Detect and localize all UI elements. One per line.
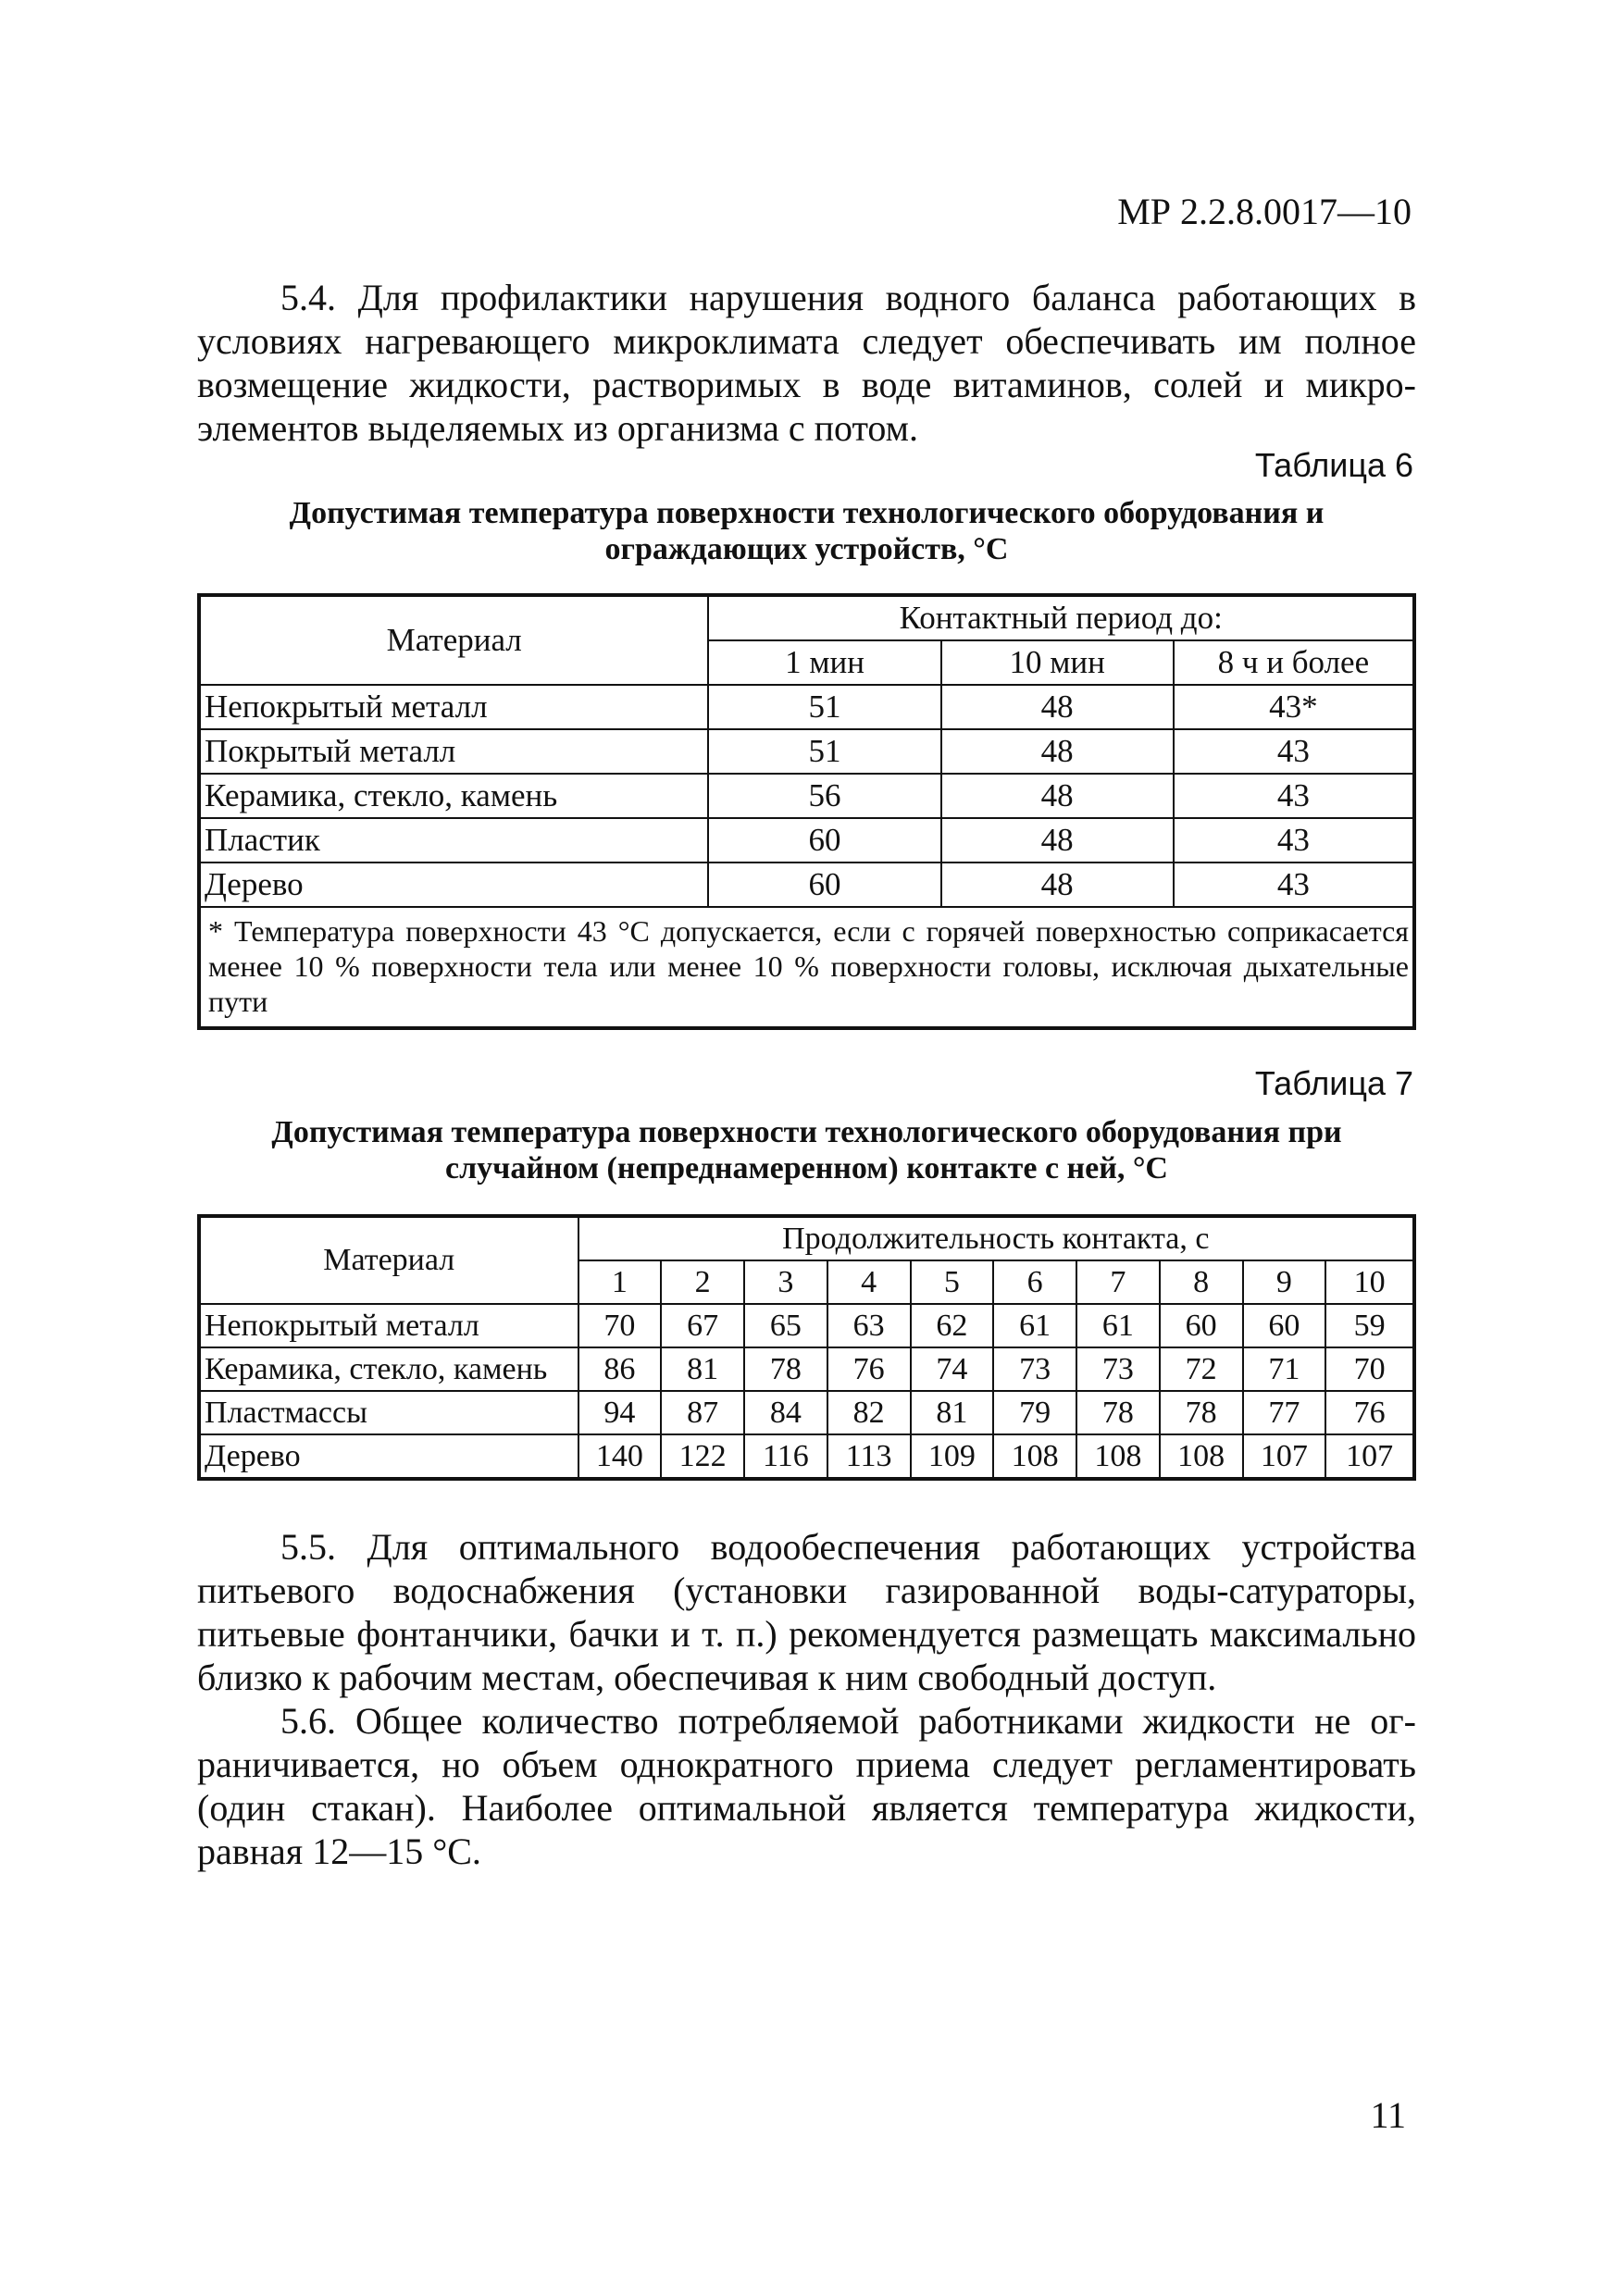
document-code: МР 2.2.8.0017—10 [1117, 191, 1412, 232]
column-header-seconds: 5 [911, 1260, 994, 1304]
value-cell: 87 [661, 1391, 744, 1434]
value-cell: 56 [708, 774, 940, 818]
column-header-seconds: 6 [993, 1260, 1076, 1304]
table-row [199, 1434, 1414, 1479]
value-cell: 48 [941, 774, 1174, 818]
material-cell: Непокрытый металл [199, 1304, 578, 1347]
value-cell: 70 [578, 1304, 662, 1347]
paragraph-5-4-text: 5.4. Для профилактики нарушения водного баланса работающих в условиях нагревающего микроклимата следует обеспечивать им полное возмещение жидкости, растворимых в воде витаминов, солей и микроэлементов выделяемых из организма с потом. [197, 277, 1416, 449]
value-cell: 60 [708, 818, 940, 863]
value-cell: 107 [1325, 1434, 1414, 1479]
value-cell: 116 [744, 1434, 827, 1479]
column-header-seconds: 3 [744, 1260, 827, 1304]
column-header-material: Материал [199, 1216, 578, 1304]
column-group-header: Контактный период до: [708, 595, 1414, 640]
value-cell: 86 [578, 1347, 662, 1391]
value-cell: 78 [1160, 1391, 1243, 1434]
value-cell: 43 [1174, 774, 1414, 818]
paragraph-5-5-text: 5.5. Для оптимального водообеспечения работающих устройства питьевого водоснабжения (установки газированной воды-сатураторы, питьевые фонтанчики, бачки и т. п.) рекомендуется размещать максимально близко к рабочим местам, обеспечивая к ним свободный доступ. [197, 1526, 1416, 1698]
table-header-row [199, 595, 1414, 640]
material-cell: Керамика, стекло, камень [199, 1347, 578, 1391]
value-cell: 67 [661, 1304, 744, 1347]
table-6-title: Допустимая температура поверхности технологического оборудования и ограждающих устройств, °С [289, 496, 1325, 566]
table-row [199, 685, 1414, 729]
material-cell: Керамика, стекло, камень [199, 774, 708, 818]
value-cell: 140 [578, 1434, 662, 1479]
column-header-seconds: 8 [1160, 1260, 1243, 1304]
paragraph-5-4 [197, 276, 1416, 450]
column-header-seconds: 10 [1325, 1260, 1414, 1304]
value-cell: 71 [1243, 1347, 1326, 1391]
column-header-seconds: 7 [1076, 1260, 1160, 1304]
column-header-seconds: 1 [578, 1260, 662, 1304]
value-cell: 84 [744, 1391, 827, 1434]
value-cell: 51 [708, 685, 940, 729]
table-row [199, 1391, 1414, 1434]
value-cell: 77 [1243, 1391, 1326, 1434]
value-cell: 60 [1243, 1304, 1326, 1347]
value-cell: 94 [578, 1391, 662, 1434]
material-cell: Дерево [199, 1434, 578, 1479]
value-cell: 73 [1076, 1347, 1160, 1391]
value-cell: 81 [661, 1347, 744, 1391]
value-cell: 61 [1076, 1304, 1160, 1347]
value-cell: 108 [1160, 1434, 1243, 1479]
value-cell: 48 [941, 729, 1174, 774]
table-row [199, 774, 1414, 818]
value-cell: 60 [708, 863, 940, 907]
value-cell: 108 [993, 1434, 1076, 1479]
table-7-label: Таблица 7 [1254, 1064, 1413, 1102]
value-cell: 113 [827, 1434, 911, 1479]
value-cell: 48 [941, 685, 1174, 729]
table-footnote: * Температура поверхности 43 °С допускается, если с горячей поверхностью соприкасается менее 10 % поверхности тела или менее 10 % поверхности головы, исключая дыхательные пути [199, 907, 1414, 1028]
table-6 [197, 593, 1416, 1030]
value-cell: 43 [1174, 729, 1414, 774]
value-cell: 59 [1325, 1304, 1414, 1347]
value-cell: 78 [744, 1347, 827, 1391]
table-row [199, 1347, 1414, 1391]
material-cell: Непокрытый металл [199, 685, 708, 729]
value-cell: 43* [1174, 685, 1414, 729]
value-cell: 78 [1076, 1391, 1160, 1434]
value-cell: 73 [993, 1347, 1076, 1391]
value-cell: 60 [1160, 1304, 1243, 1347]
page-number: 11 [1370, 2094, 1406, 2136]
value-cell: 65 [744, 1304, 827, 1347]
column-header-seconds: 9 [1243, 1260, 1326, 1304]
table-header-row [199, 1216, 1414, 1260]
table-row [199, 863, 1414, 907]
value-cell: 72 [1160, 1347, 1243, 1391]
column-header-period: 8 ч и более [1174, 640, 1414, 685]
value-cell: 62 [911, 1304, 994, 1347]
column-header-seconds: 2 [661, 1260, 744, 1304]
value-cell: 107 [1243, 1434, 1326, 1479]
value-cell: 76 [827, 1347, 911, 1391]
value-cell: 43 [1174, 818, 1414, 863]
column-group-header: Продолжительность контакта, с [578, 1216, 1414, 1260]
material-cell: Дерево [199, 863, 708, 907]
material-cell: Покрытый металл [199, 729, 708, 774]
value-cell: 76 [1325, 1391, 1414, 1434]
value-cell: 108 [1076, 1434, 1160, 1479]
column-header-seconds: 4 [827, 1260, 911, 1304]
value-cell: 48 [941, 863, 1174, 907]
value-cell: 81 [911, 1391, 994, 1434]
value-cell: 63 [827, 1304, 911, 1347]
material-cell: Пластик [199, 818, 708, 863]
paragraphs-5-5-5-6 [197, 1525, 1416, 1873]
table-row [199, 1304, 1414, 1347]
column-header-material: Материал [199, 595, 708, 685]
value-cell: 48 [941, 818, 1174, 863]
value-cell: 122 [661, 1434, 744, 1479]
table-footnote-row [199, 907, 1414, 1028]
table-row [199, 729, 1414, 774]
value-cell: 74 [911, 1347, 994, 1391]
value-cell: 79 [993, 1391, 1076, 1434]
value-cell: 109 [911, 1434, 994, 1479]
column-header-period: 10 мин [941, 640, 1174, 685]
table-row [199, 818, 1414, 863]
table-6-label: Таблица 6 [1254, 446, 1413, 484]
value-cell: 61 [993, 1304, 1076, 1347]
material-cell: Пластмассы [199, 1391, 578, 1434]
value-cell: 70 [1325, 1347, 1414, 1391]
value-cell: 51 [708, 729, 940, 774]
value-cell: 82 [827, 1391, 911, 1434]
table-7-title: Допустимая температура поверхности технологического оборудования при случайном (непреднамеренном) контакте с ней, °С [271, 1115, 1342, 1185]
column-header-period: 1 мин [708, 640, 940, 685]
value-cell: 43 [1174, 863, 1414, 907]
table-7 [197, 1214, 1416, 1481]
paragraph-5-6-text: 5.6. Общее количество потребляемой работниками жидкости не ограничивается, но объем однократного приема следует регламентировать (один стакан). Наиболее оптимальной является температура жидкости, равная 12—15 °С. [197, 1700, 1416, 1872]
